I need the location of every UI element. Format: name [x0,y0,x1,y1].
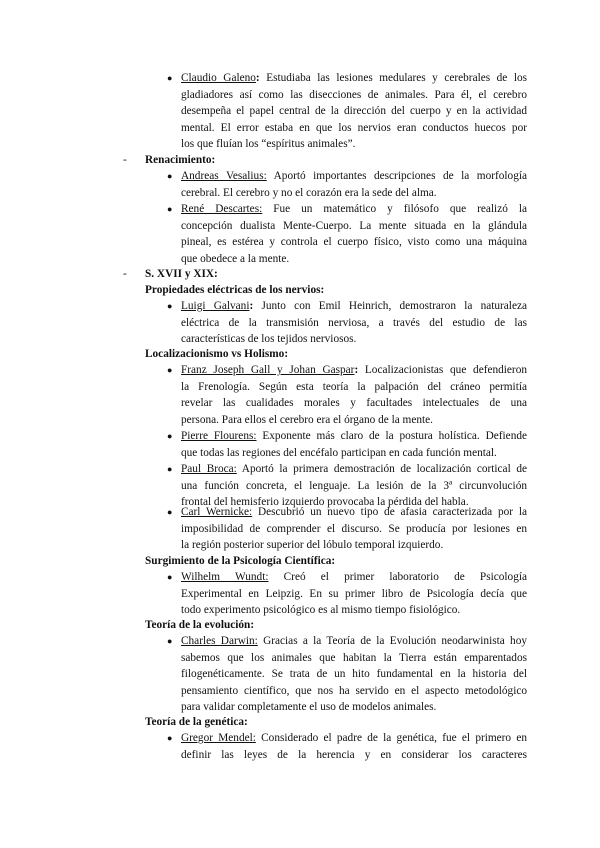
item-text: Aportó la primera demostración de localización cortical de [236,463,527,475]
item-text: Creó el primer laboratorio de Psicología [268,571,527,583]
list-item-vesalius [181,168,527,184]
bullet-icon: ● [167,431,173,441]
list-dash: - [123,268,127,280]
list-item-broca [181,461,527,477]
list-item-wernicke [181,504,527,520]
list-item-galvani [181,298,527,314]
text-line [181,218,527,234]
item-text: los que fluían los “espíritus animales”. [181,138,356,151]
person-name: Luigi Galvani [181,300,250,312]
bullet-icon: ● [167,204,173,214]
item-text: características de los tejidos nerviosos. [181,333,357,346]
text-line [181,699,436,715]
item-text: que todas las regiones del encéfalo participan en cada función mental. [181,446,497,459]
bullet-icon: ● [167,301,173,311]
person-name: Claudio Galeno [181,72,256,84]
person-name: Charles Darwin: [181,635,258,647]
colon: : [354,364,359,376]
text-line [181,136,355,152]
item-text: Estudiaba las lesiones medulares y cerebrales de los [259,72,528,84]
person-name: Wilhelm Wundt: [181,571,269,583]
text-line [181,87,527,103]
text-line [181,185,437,201]
text-line [181,478,527,494]
item-text: Descubrió un nuevo tipo de afasia caracterizada por la [252,506,527,518]
bullet-icon: ● [167,73,173,83]
colon: : [255,72,260,84]
item-text: Exponente más claro de la postura holística. Defiende [256,430,527,442]
item-text: pensamiento científico, que nos ha servido en el aspecto metodológico [181,684,527,697]
section-heading-siglos: S. XVII y XIX: [145,268,218,280]
text-line [181,666,527,682]
section-heading-genetica: Teoría de la genética: [145,716,248,728]
list-item-wundt [181,569,527,585]
bullet-icon: ● [167,733,173,743]
item-text: concepción dualista Mente-Cuerpo. La mente situada en la glándula [181,219,527,232]
text-line [181,445,497,461]
item-text: todo experimento psicológico es al mismo tiempo fisiológico. [181,604,461,617]
person-name: Franz Joseph Gall y Johan Gaspar [181,364,355,376]
item-text: frontal del hemisferio izquierdo provocaba la pérdida del habla. [181,496,469,509]
text-line [181,586,527,602]
text-line [181,537,443,553]
item-text: que obedece a la mente. [181,252,290,265]
text-line [181,315,527,331]
item-text: filogenéticamente. Se trata de un hito fundamental en la historia del [181,668,527,681]
item-text: eléctrica de la transmisión nerviosa, a través del estudio de las [181,316,527,329]
item-text: cerebral. El cerebro y no el corazón era la sede del alma. [181,186,437,199]
section-heading-evolucion: Teoría de la evolución: [145,619,255,631]
list-item-mendel [181,730,527,746]
colon: : [249,300,254,312]
item-text: Aportó importantes descripciones de la morfología [266,170,528,182]
bullet-icon: ● [167,572,173,582]
item-text: para validar completamente el uso de modelos animales. [181,701,437,714]
list-item-descartes [181,201,527,217]
item-text: una función concreta, el lenguaje. La lesión de la 3ª circunvolución [181,479,527,492]
text-line [181,602,460,618]
list-item-galeno [181,70,527,86]
item-text: Junto con Emil Heinrich, demostraron la naturaleza [253,300,527,312]
item-text: persona. Para ellos el cerebro era el órgano de la mente. [181,413,433,426]
bullet-icon: ● [167,464,173,474]
list-dash: - [123,154,127,166]
bullet-icon: ● [167,365,173,375]
text-line [181,234,527,250]
person-name: Gregor Mendel: [181,732,256,744]
section-heading-surgimiento: Surgimiento de la Psicología Científica: [145,555,336,567]
item-text: Considerado el padre de la genética, fue el primero en [255,732,527,744]
text-line [181,412,433,428]
text-line [181,395,527,411]
bullet-icon: ● [167,507,173,517]
person-name: Paul Broca: [181,463,237,475]
item-text: desempeña el papel central de la dirección del cuerpo y en la actividad [181,105,527,118]
text-line [181,747,527,763]
item-text: imposibilidad de comprender el discurso. Se producía por lesiones en [181,522,527,535]
text-line [181,120,527,136]
person-name: René Descartes: [181,203,263,215]
item-text: pineal, es estérea y controla el cuerpo físico, visto como una máquina [181,236,527,249]
item-text: gladiadores así como las disecciones de animales. Para él, el cerebro [181,88,527,101]
list-item-flourens [181,428,527,444]
item-text: la región posterior superior del lóbulo temporal izquierdo. [181,539,444,552]
bullet-icon: ● [167,171,173,181]
text-line [181,683,527,699]
section-heading-localizacionismo: Localizacionismo vs Holismo: [145,348,289,360]
person-name: Pierre Flourens: [181,430,257,442]
text-line [181,521,527,537]
item-text: definir las leyes de la herencia y en considerar los caracteres [181,748,527,761]
list-item-gall [181,362,527,378]
item-text: sabemos que los animales que habitan la Tierra están emparentados [181,651,527,664]
bullet-icon: ● [167,636,173,646]
item-text: Experimental en Leipzig. En su primer libro de Psicología decía que [181,587,527,600]
text-line [181,331,356,347]
item-text: mental. El error estaba en que los nervios eran conductos huecos por [181,121,527,134]
person-name: Andreas Vesalius: [181,170,267,182]
item-text: Fue un matemático y filósofo que realizó la [262,203,527,215]
section-heading-renacimiento: Renacimiento: [145,154,216,166]
text-line [181,379,527,395]
item-text: la Frenología. Según esta teoría la palpación del cráneo permitía [181,380,527,393]
text-line [181,103,527,119]
item-text: Localizacionistas que defendieron [358,364,527,376]
section-heading-propiedades: Propiedades eléctricas de los nervios: [145,284,325,296]
item-text: revelar las cualidades morales y facultades intelectuales de una [181,397,527,410]
text-line [181,251,289,267]
item-text: Gracias a la Teoría de la Evolución neodarwinista hoy [257,635,527,647]
list-item-darwin [181,633,527,649]
person-name: Carl Wernicke: [181,506,253,518]
text-line [181,650,527,666]
